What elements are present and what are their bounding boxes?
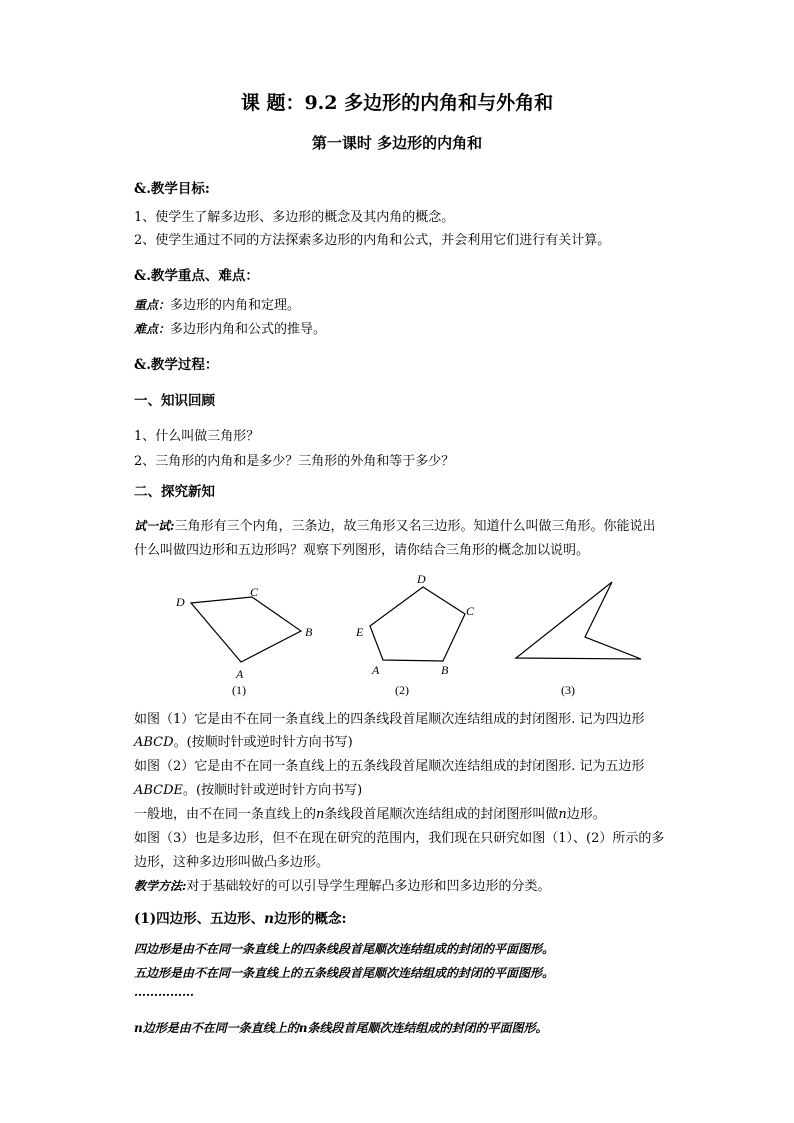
key-point bbox=[134, 294, 300, 313]
figure-2-caption: (2) bbox=[395, 683, 409, 697]
fig2-label-b: B bbox=[441, 663, 449, 677]
concept-n-gon bbox=[134, 1019, 548, 1036]
paragraph-3-n: n bbox=[316, 807, 325, 822]
concept-n-gon-n2: n bbox=[298, 1021, 308, 1035]
process-heading: &.教学过程： bbox=[134, 357, 219, 373]
concepts-heading bbox=[134, 907, 346, 927]
try-label: 试一试: bbox=[134, 519, 175, 533]
paragraph-3-part-c: 边形。 bbox=[566, 807, 606, 822]
review-item-1: 1、什么叫做三角形？ bbox=[134, 429, 260, 444]
page-subtitle: 第一课时 多边形的内角和 bbox=[311, 134, 483, 152]
fig1-label-a: A bbox=[236, 667, 244, 681]
concept-n-gon-n: n bbox=[134, 1021, 143, 1035]
explore-heading: 二、探究新知 bbox=[134, 484, 215, 500]
pentagon-name: ABCDE bbox=[134, 783, 184, 798]
objectives-heading: &.教学目标: bbox=[134, 181, 210, 197]
paragraph-2-line-2 bbox=[134, 779, 362, 798]
figure-1-caption: (1) bbox=[232, 683, 246, 697]
quadrilateral-name: ABCD bbox=[134, 735, 174, 750]
paragraph-2-rest: 。(按顺时针或逆时针方向书写) bbox=[183, 783, 363, 798]
keypoints-heading: &.教学重点、难点： bbox=[134, 268, 259, 284]
paragraph-2-line-1: 如图（2）它是由不在同一条直线上的五条线段首尾顺次连结组成的封闭图形. 记为五边形 bbox=[134, 759, 645, 774]
figure-2-pentagon bbox=[370, 587, 465, 661]
fig1-label-c: C bbox=[250, 585, 259, 599]
figure-1-quadrilateral bbox=[191, 597, 301, 662]
concept-ellipsis: …………… bbox=[134, 985, 194, 999]
fig2-label-e: E bbox=[356, 625, 364, 639]
concept-n-gon-part-a: 边形是由不在同一条直线上的 bbox=[142, 1021, 299, 1035]
concept-quadrilateral: 四边形是由不在同一条直线上的四条线段首尾顺次连结组成的封闭的平面图形。 bbox=[134, 942, 555, 956]
paragraph-3 bbox=[134, 803, 606, 822]
hard-point bbox=[134, 318, 326, 337]
figure-3-concave-polygon bbox=[516, 582, 641, 659]
teaching-method bbox=[134, 875, 550, 894]
fig2-label-c: C bbox=[466, 604, 475, 618]
teaching-method-label: 教学方法: bbox=[134, 879, 187, 893]
fig2-label-a: A bbox=[372, 663, 380, 677]
try-line-2: 什么叫做四边形和五边形吗？观察下列图形，请你结合三角形的概念加以说明。 bbox=[134, 543, 590, 558]
hard-point-text: 多边形内角和公式的推导。 bbox=[170, 322, 327, 337]
fig2-label-d: D bbox=[417, 572, 426, 586]
objective-item-2: 2、使学生通过不同的方法探索多边形的内角和公式，并会利用它们进行有关计算。 bbox=[134, 233, 611, 248]
fig1-label-d: D bbox=[176, 595, 185, 609]
objective-item-1: 1、使学生了解多边形、多边形的概念及其内角的概念。 bbox=[134, 210, 455, 225]
review-heading: 一、知识回顾 bbox=[134, 393, 215, 409]
fig1-label-b: B bbox=[305, 625, 313, 639]
page-title: 课 题：9.2 多边形的内角和与外角和 bbox=[240, 92, 554, 114]
paragraph-1-rest: 。(按顺时针或逆时针方向书写) bbox=[173, 735, 353, 750]
concepts-heading-part-b: 边形的概念: bbox=[274, 911, 347, 927]
paragraph-3-part-b: 条线段首尾顺次连结组成的封闭图形叫做 bbox=[324, 807, 559, 822]
polygon-figures bbox=[0, 570, 794, 700]
key-point-label: 重点： bbox=[134, 298, 171, 312]
paragraph-3-part-a: 一般地，由不在同一条直线上的 bbox=[134, 807, 317, 822]
concepts-heading-part-a: (1)四边形、五边形、 bbox=[134, 911, 265, 927]
concept-pentagon: 五边形是由不在同一条直线上的五条线段首尾顺次连结组成的封闭的平面图形。 bbox=[134, 966, 555, 980]
paragraph-4-line-1: 如图（3）也是多边形，但不在现在研究的范围内，我们现在只研究如图（1）、(2）所示的多 bbox=[134, 831, 665, 846]
try-text-1: 三角形有三个内角，三条边，故三角形又名三边形。知道什么叫做三角形。你能说出 bbox=[174, 519, 656, 534]
paragraph-4-line-2: 边形，这种多边形叫做凸多边形。 bbox=[134, 855, 330, 870]
figure-3-caption: (3) bbox=[561, 683, 575, 697]
try-line-1 bbox=[134, 515, 655, 534]
hard-point-label: 难点： bbox=[134, 322, 171, 336]
paragraph-1-line-2 bbox=[134, 731, 353, 750]
key-point-text: 多边形的内角和定理。 bbox=[170, 298, 301, 313]
paragraph-1-line-1: 如图（1）它是由不在同一条直线上的四条线段首尾顺次连结组成的封闭图形. 记为四边形 bbox=[134, 712, 645, 727]
concepts-heading-n: n bbox=[264, 911, 274, 927]
teaching-method-text: 对于基础较好的可以引导学生理解凸多边形和凹多边形的分类。 bbox=[186, 879, 551, 894]
paragraph-3-n2: n bbox=[558, 807, 567, 822]
review-item-2: 2、三角形的内角和是多少？三角形的外角和等于多少？ bbox=[134, 454, 455, 469]
concept-n-gon-part-b: 条线段首尾顺次连结组成的封闭的平面图形。 bbox=[307, 1021, 548, 1035]
